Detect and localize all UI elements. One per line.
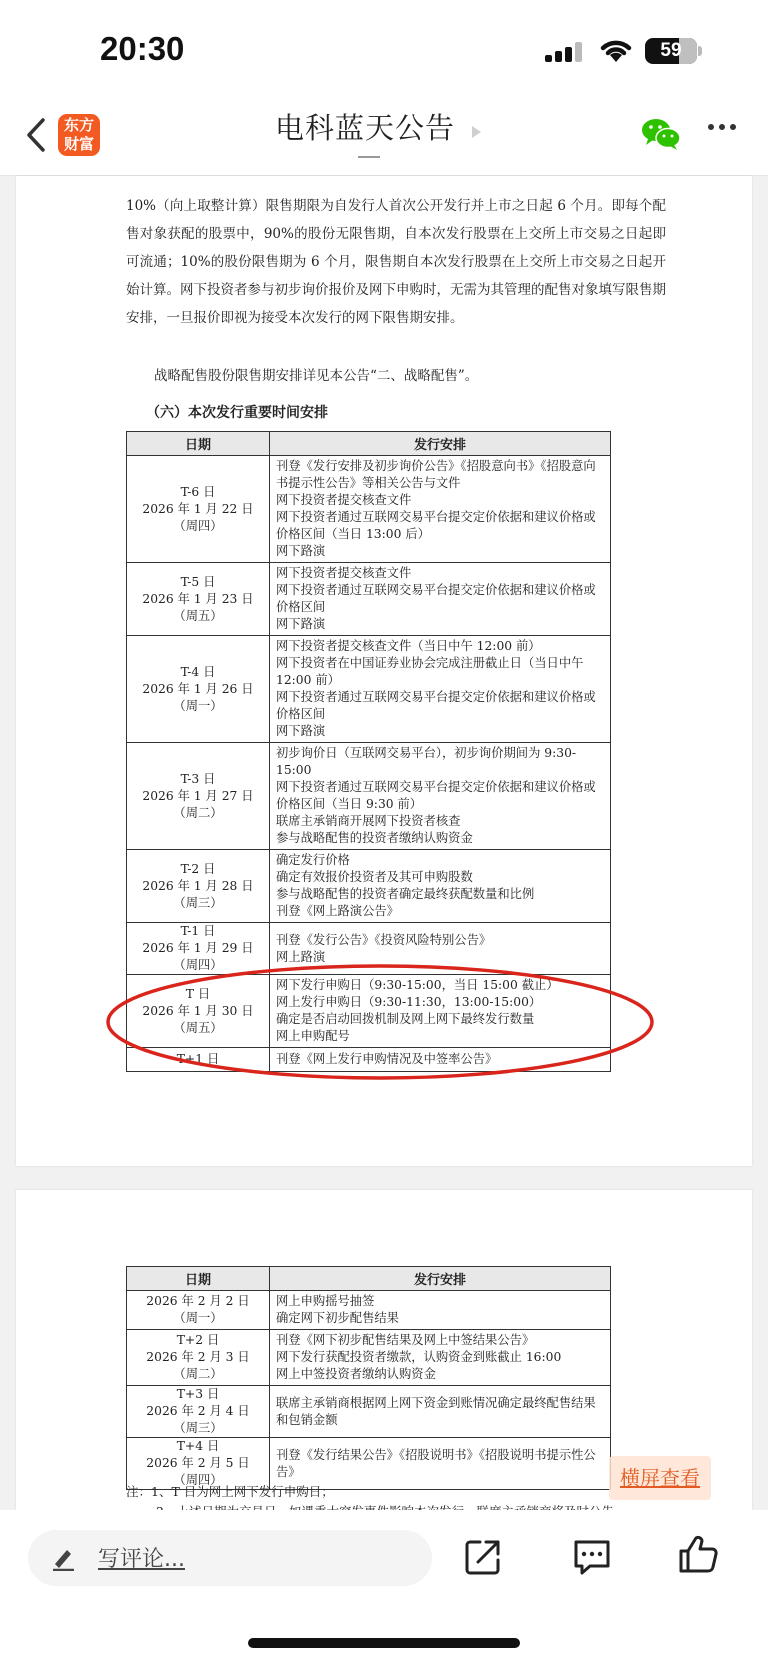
date-weekday: （周四）	[173, 518, 223, 533]
header-date: 日期	[127, 432, 270, 456]
date-date: 2026 年 1 月 28 日	[142, 878, 254, 893]
date-weekday: （周二）	[173, 1367, 223, 1381]
table-row	[127, 563, 611, 636]
date-day: T-4 日	[180, 664, 216, 679]
comment-placeholder: 写评论...	[98, 1547, 185, 1572]
date-weekday: （周三）	[173, 895, 223, 910]
arrangement-cell: 网下投资者提交核查文件（当日中午 12:00 前） 网下投资者在中国证券业协会完成注册截止日（当日中午 12:00 前） 网下投资者通过互联网交易平台提交定价依据和建议价格或价格区间 网下路演	[270, 636, 611, 743]
table-row	[127, 636, 611, 743]
battery-icon	[645, 38, 697, 64]
battery-tip	[698, 46, 702, 56]
play-icon	[472, 126, 481, 138]
arrangement-cell: 刊登《发行结果公告》《招股说明书》《招股说明书提示性公告》	[270, 1438, 611, 1490]
wechat-share-icon[interactable]	[640, 116, 682, 152]
title-indicator	[358, 156, 380, 158]
table-row	[127, 1048, 611, 1072]
arrangement-cell: 初步询价日（互联网交易平台），初步询价期间为 9:30-15:00 网下投资者通过互联网交易平台提交定价依据和建议价格或价格区间（当日 9:30 前） 联席主承销商开展网下投资者核查 参与战略配售的投资者缴纳认购资金	[270, 743, 611, 850]
date-cell	[127, 975, 270, 1048]
date-date: 2026 年 1 月 27 日	[142, 788, 254, 803]
arrangement-cell: 确定发行价格 确定有效报价投资者及其可申购股数 参与战略配售的投资者确定最终获配数量和比例 刊登《网上路演公告》	[270, 850, 611, 923]
date-weekday: （周五）	[173, 1020, 223, 1035]
date-cell	[127, 1386, 270, 1438]
header-date: 日期	[127, 1267, 270, 1291]
back-icon[interactable]	[24, 116, 48, 154]
wifi-icon	[598, 36, 634, 64]
comment-icon[interactable]	[572, 1538, 612, 1576]
date-day: T+3 日	[176, 1387, 220, 1401]
schedule-table-continued	[126, 1266, 611, 1490]
comment-input[interactable]	[28, 1530, 432, 1586]
section-heading: （六）本次发行重要时间安排	[146, 405, 328, 421]
cellular-signal-icon	[545, 42, 587, 62]
date-date: 2026 年 1 月 29 日	[142, 941, 254, 955]
date-cell	[127, 923, 270, 975]
date-day: T+1 日	[176, 1052, 220, 1066]
paragraph-strategic: 战略配售股份限售期安排详见本公告“二、战略配售”。	[154, 368, 479, 384]
date-day: T 日	[185, 986, 211, 1001]
date-weekday: （周五）	[173, 608, 223, 623]
date-cell	[127, 850, 270, 923]
header-arrangement: 发行安排	[270, 432, 611, 456]
table-row	[127, 456, 611, 563]
arrangement-cell: 网下投资者提交核查文件 网下投资者通过互联网交易平台提交定价依据和建议价格或价格区间 网下路演	[270, 563, 611, 636]
date-weekday: （周三）	[173, 1421, 223, 1435]
table-header-row	[127, 432, 611, 456]
date-day: T-2 日	[180, 861, 216, 876]
header-arrangement: 发行安排	[270, 1267, 611, 1291]
status-bar	[0, 0, 768, 96]
date-date: 2026 年 1 月 30 日	[142, 1003, 254, 1018]
date-cell	[127, 1048, 270, 1072]
table-row	[127, 1386, 611, 1438]
paragraph-lockup: 10%（向上取整计算）限售期限为自发行人首次公开发行并上市之日起 6 个月。即每个配售对象获配的股票中，90%的股份无限售期，自本次发行股票在上交所上市交易之日起即可流通；10%的股份限售期为 6 个月，限售期自本次发行股票在上交所上市交易之日起开始计算。网下投资者参与初步询价报价及网下申购时，无需为其管理的配售对象填写限售期安排，一旦报价即视为接受本次发行的网下限售期安排。	[126, 198, 666, 326]
page-title: 电科蓝天公告	[274, 111, 455, 145]
date-date: 2026 年 2 月 4 日	[146, 1404, 250, 1418]
date-date: 2026 年 2 月 2 日	[146, 1294, 250, 1308]
table-row	[127, 975, 611, 1048]
table-row	[127, 1330, 611, 1386]
battery-level: 59	[660, 40, 682, 61]
date-date: 2026 年 1 月 23 日	[142, 591, 254, 606]
bottom-bar	[0, 1510, 768, 1666]
date-day: T+2 日	[176, 1333, 220, 1347]
schedule-table	[126, 431, 611, 1072]
arrangement-cell: 刊登《网上发行申购情况及中签率公告》	[270, 1048, 611, 1072]
pencil-icon	[50, 1545, 76, 1571]
date-date: 2026 年 2 月 3 日	[146, 1350, 250, 1364]
table-row	[127, 743, 611, 850]
date-date: 2026 年 1 月 22 日	[142, 501, 254, 516]
date-cell	[127, 563, 270, 636]
home-indicator	[248, 1638, 520, 1648]
table-row	[127, 1291, 611, 1330]
date-day: T+4 日	[176, 1439, 220, 1453]
date-weekday: （周四）	[173, 958, 223, 972]
date-cell	[127, 1291, 270, 1330]
date-cell	[127, 456, 270, 563]
date-cell	[127, 743, 270, 850]
date-cell	[127, 636, 270, 743]
arrangement-cell: 网下发行申购日（9:30-15:00，当日 15:00 截止） 网上发行申购日（9:30-11:30，13:00-15:00） 确定是否启动回拨机制及网上网下最终发行数量 网上申购配号	[270, 975, 611, 1048]
date-weekday: （周四）	[173, 1473, 223, 1487]
date-weekday: （周一）	[173, 698, 223, 713]
arrangement-cell: 刊登《发行公告》《投资风险特别公告》 网上路演	[270, 923, 611, 975]
date-date: 2026 年 2 月 5 日	[146, 1456, 250, 1470]
arrangement-cell: 刊登《发行安排及初步询价公告》《招股意向书》《招股意向书提示性公告》等相关公告与文件 网下投资者提交核查文件 网下投资者通过互联网交易平台提交定价依据和建议价格或价格区间（当日 13:00 后） 网下路演	[270, 456, 611, 563]
arrangement-cell: 联席主承销商根据网上网下资金到账情况确定最终配售结果和包销金额	[270, 1386, 611, 1438]
more-icon[interactable]	[708, 124, 738, 134]
landscape-view-button[interactable]: 横屏查看	[609, 1456, 711, 1500]
date-weekday: （周二）	[173, 805, 223, 820]
date-cell	[127, 1330, 270, 1386]
date-date: 2026 年 1 月 26 日	[142, 681, 254, 696]
document-page-1	[16, 176, 752, 1166]
date-day: T-5 日	[180, 574, 216, 589]
date-weekday: （周一）	[173, 1311, 223, 1325]
app-logo[interactable]: 东方 财富	[58, 114, 100, 156]
date-day: T-1 日	[180, 924, 216, 938]
table-header-row	[127, 1267, 611, 1291]
date-day: T-3 日	[180, 771, 216, 786]
arrangement-cell: 刊登《网下初步配售结果及网上中签结果公告》 网下发行获配投资者缴款，认购资金到账截止 16:00 网上中签投资者缴纳认购资金	[270, 1330, 611, 1386]
share-icon[interactable]	[464, 1538, 502, 1576]
status-time: 20:30	[100, 30, 185, 67]
date-day: T-6 日	[180, 484, 216, 499]
table-row	[127, 923, 611, 975]
arrangement-cell: 网上申购摇号抽签 确定网下初步配售结果	[270, 1291, 611, 1330]
note-line-1: 注：1、T 日为网上网下发行申购日；	[126, 1484, 334, 1499]
table-row	[127, 850, 611, 923]
nav-bar	[0, 96, 768, 176]
like-icon[interactable]	[678, 1534, 718, 1574]
